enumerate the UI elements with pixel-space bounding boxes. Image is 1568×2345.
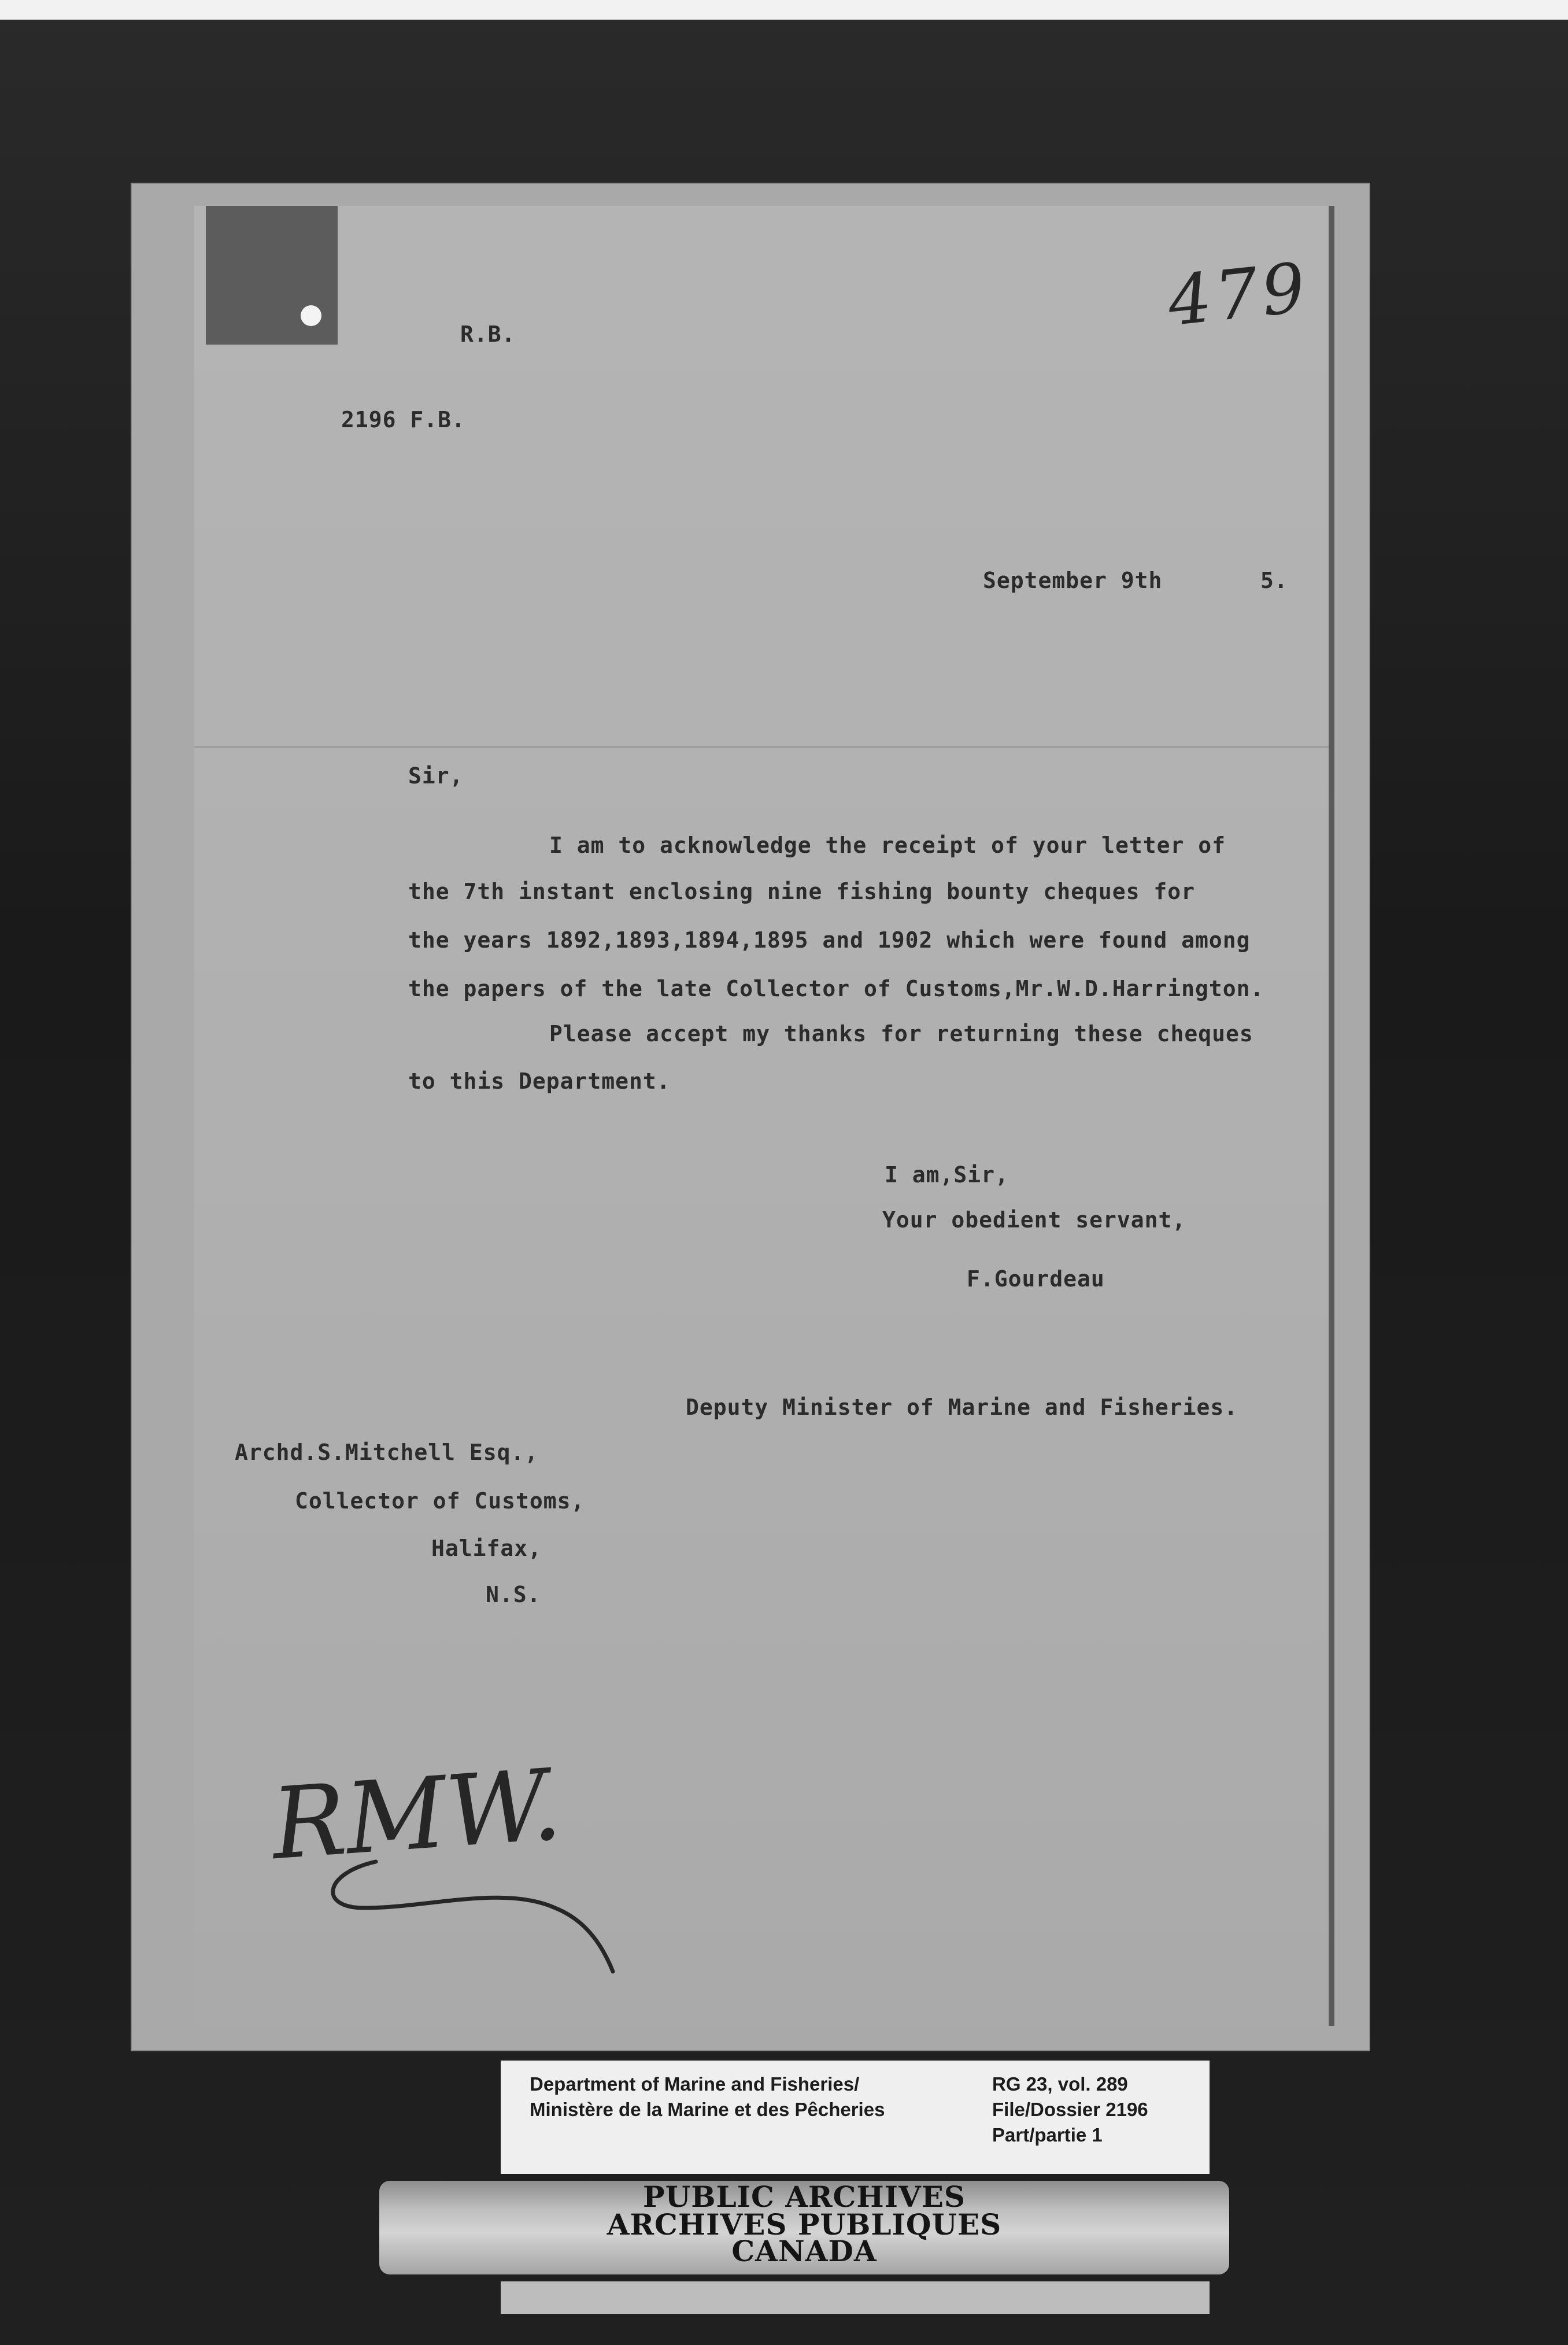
addressee-line: Collector of Customs,	[295, 1488, 585, 1514]
letter-date: September 9th	[983, 568, 1163, 593]
closing-line: Your obedient servant,	[882, 1207, 1186, 1233]
department-english: Department of Marine and Fisheries/	[530, 2073, 860, 2095]
body-line: Please accept my thanks for returning these cheques	[549, 1021, 1253, 1046]
closing-line: I am,Sir,	[885, 1162, 1009, 1188]
letter-page	[194, 206, 1334, 2026]
date-year: 5.	[1260, 568, 1288, 593]
addressee-line: N.S.	[486, 1582, 541, 1607]
department-french: Ministère de la Marine et des Pêcheries	[530, 2099, 885, 2120]
signatory-title: Deputy Minister of Marine and Fisheries.	[686, 1395, 1238, 1420]
body-line: the papers of the late Collector of Customs,Mr.W.D.Harrington.	[408, 976, 1264, 1001]
frame-edge	[0, 0, 1568, 20]
file-dossier: File/Dossier 2196	[992, 2099, 1148, 2120]
file-part: Part/partie 1	[992, 2124, 1103, 2146]
handwritten-initials: RMW.	[268, 1747, 565, 1882]
body-line: the years 1892,1893,1894,1895 and 1902 which were found among	[408, 927, 1251, 953]
file-reference: 2196 F.B.	[341, 407, 465, 432]
body-line: I am to acknowledge the receipt of your letter of	[549, 833, 1226, 858]
ref-initials: R.B.	[460, 321, 516, 347]
stamp-line: CANADA	[731, 2234, 877, 2268]
salutation: Sir,	[408, 763, 464, 789]
body-line: the 7th instant enclosing nine fishing bounty cheques for	[408, 879, 1196, 904]
signatory-name: F.Gourdeau	[967, 1266, 1105, 1292]
paper-fold	[194, 746, 1329, 748]
body-line: to this Department.	[408, 1068, 671, 1094]
punch-hole-icon	[301, 305, 321, 326]
page-number: 479	[1164, 247, 1312, 342]
corner-tab	[206, 206, 338, 345]
signature-flourish-icon	[312, 1839, 624, 1977]
addressee-line: Archd.S.Mitchell Esq.,	[235, 1440, 539, 1465]
stamp-line: PUBLIC ARCHIVES	[643, 2180, 966, 2214]
stamp-line: ARCHIVES PUBLIQUES	[607, 2207, 1002, 2242]
bottom-strip	[501, 2281, 1210, 2314]
record-group: RG 23, vol. 289	[992, 2073, 1128, 2095]
addressee-line: Halifax,	[431, 1536, 542, 1561]
